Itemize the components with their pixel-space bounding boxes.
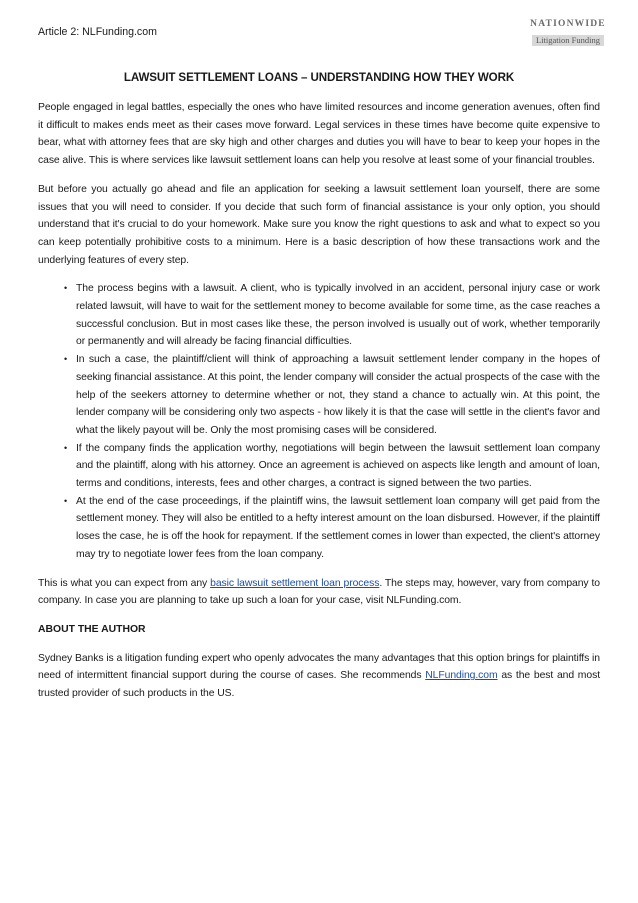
list-item-text: At the end of the case proceedings, if the plaintiff wins, the lawsuit settlement loan company will get paid from the settlement money. They will also be entitled to a hefty interest amount on the loan disbursed. However, if the plaintiff loses the case, he is off the hook for repayment. If the settlement comes in lower than expected, the client's attorney may try to negotiate lower fees from the loan company. bbox=[76, 495, 600, 560]
nationwide-logo bbox=[530, 19, 606, 49]
bullet-icon: • bbox=[64, 354, 68, 365]
paragraph-1: People engaged in legal battles, especially the ones who have limited resources and income generation avenues, often find it difficult to makes ends meet as their cases move forward. Legal services in these times have become quite expensive to bear, what with attorney fees that are sky high and other charges and duties you will have to bear to keep your hopes in the case alive. This is where services like lawsuit settlement loans can help you resolve at least some of your financial troubles. bbox=[38, 102, 600, 167]
list-item-text: In such a case, the plaintiff/client will think of approaching a lawsuit settlement lender company in the hopes of seeking financial assistance. At this point, the lender company will consider the actual prospects of the case with the help of the seekers attorney to determine whether or not, they stand a chance to actually win. At this point, the lender company will be considering only two aspects - how likely it is that the case will settle in the client's favor and what the likely payout will be. Only the most promising cases will be considered. bbox=[76, 354, 600, 436]
page-header bbox=[38, 19, 606, 47]
bullet-icon: • bbox=[64, 442, 68, 453]
article-body bbox=[38, 70, 600, 714]
closing-text-after: . The steps may, however, vary from company to company. In case you are planning to take up such a loan for your case, visit NLFunding.com. bbox=[38, 577, 600, 607]
about-author-heading: ABOUT THE AUTHOR bbox=[38, 623, 146, 635]
nlfunding-link[interactable]: NLFunding.com bbox=[425, 670, 498, 682]
process-steps-list bbox=[38, 280, 600, 563]
closing-paragraph bbox=[38, 575, 600, 610]
bullet-icon: • bbox=[64, 495, 68, 506]
list-item bbox=[64, 280, 600, 351]
list-item bbox=[64, 351, 600, 440]
paragraph-2: But before you actually go ahead and file an application for seeking a lawsuit settlement loan yourself, there are some issues that you will need to consider. If you decide that such form of financial assistance is your only option, you should understand that it's crucial to do your homework. Make sure you know the right questions to ask and what to expect so you can keep potentially prohibitive costs to a minimum. Here is a basic description of how these transactions work and the underlying features of every step. bbox=[38, 183, 600, 266]
author-paragraph bbox=[38, 650, 600, 703]
author-text-before: Sydney Banks is a litigation funding expert who openly advocates the many advantages that this option brings for plaintiffs in need of intermittent financial support during the course of cases. She recommends bbox=[38, 652, 600, 682]
list-item-text: If the company finds the application worthy, negotiations will begin between the lawsuit settlement loan company and the plaintiff, along with his attorney. Once an agreement is achieved on aspects like length and amount of loan, terms and conditions, interests, fees and other charges, a contract is signed between the two parties. bbox=[76, 442, 600, 490]
list-item-text: The process begins with a lawsuit. A client, who is typically involved in an accident, personal injury case or work related lawsuit, will have to wait for the settlement money to become available for some time, as the case reaches a successful conclusion. But in most cases like these, the person involved is usually out of work, whether temporarily or permanently and will already be facing financial difficulties. bbox=[76, 283, 600, 348]
bullet-icon: • bbox=[64, 283, 68, 294]
closing-text-before: This is what you can expect from any bbox=[38, 577, 211, 589]
article-title: LAWSUIT SETTLEMENT LOANS – UNDERSTANDING HOW THEY WORK bbox=[123, 71, 515, 84]
list-item bbox=[64, 440, 600, 493]
header-label: Article 2: NLFunding.com bbox=[38, 26, 157, 38]
loan-process-link[interactable]: basic lawsuit settlement loan process bbox=[210, 577, 380, 589]
logo-bottom-text: Litigation Funding bbox=[532, 35, 604, 46]
author-text-after: as the best and most trusted provider of such products in the US. bbox=[38, 670, 600, 700]
logo-top-text: NATIONWIDE bbox=[530, 19, 606, 29]
list-item bbox=[64, 493, 600, 564]
